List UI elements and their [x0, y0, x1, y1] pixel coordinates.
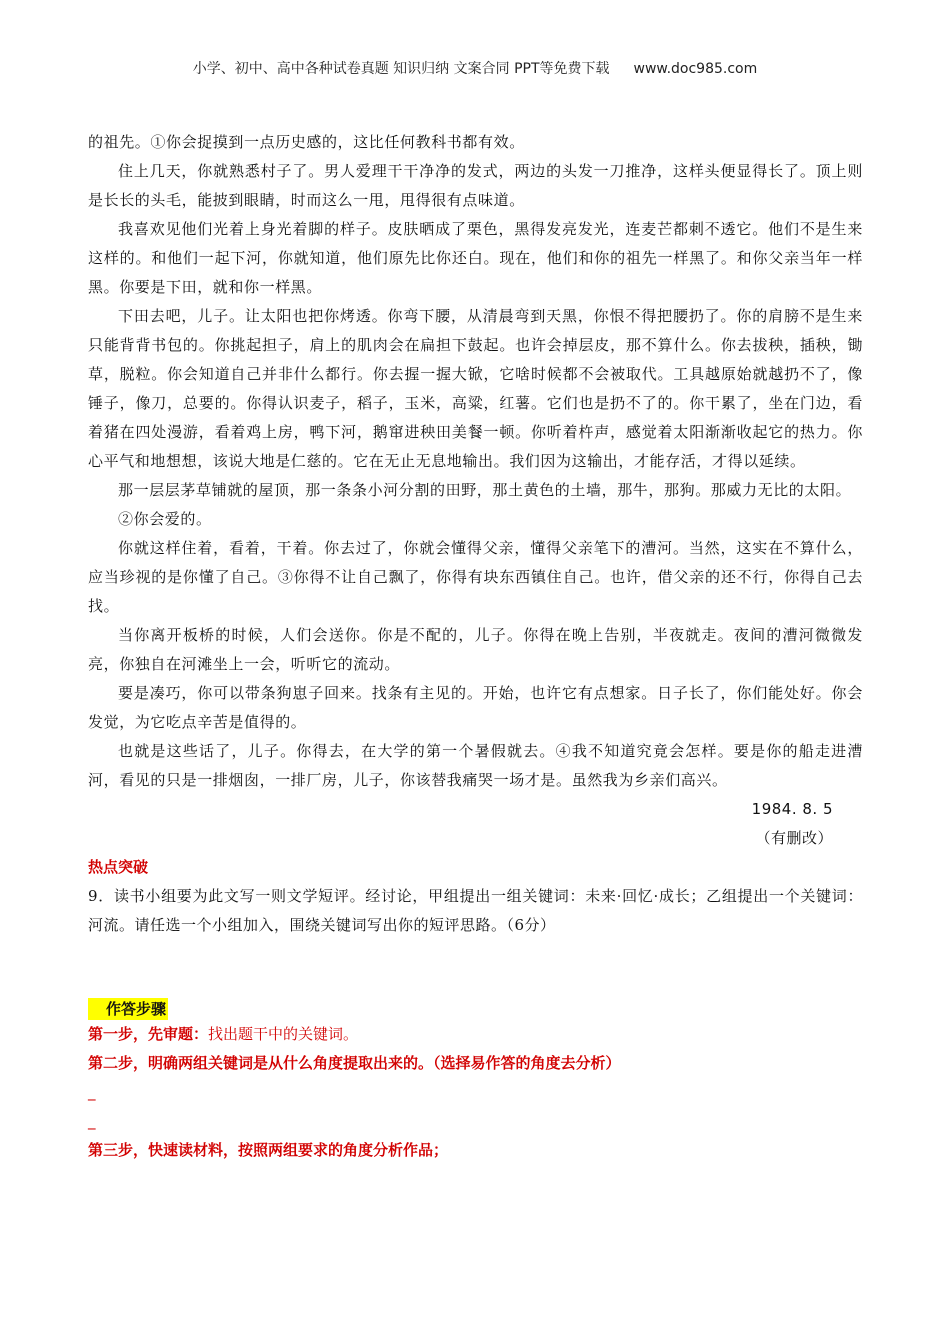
article-date: 1984. 8. 5 — [751, 800, 833, 818]
document-body — [88, 128, 863, 1165]
article-paragraph: 也就是这些话了，儿子。你得去，在大学的第一个暑假就去。④我不知道究竟会怎样。要是你的船走进漕河，看见的只是一排烟囱，一排厂房，儿子，你该替我痛哭一场才是。虽然我为乡亲们高兴。 — [88, 742, 863, 789]
step-3-text: 第三步，快速读材料，按照两组要求的角度分析作品； — [88, 1141, 449, 1159]
step-3 — [88, 1136, 863, 1165]
article-paragraph: ②你会爱的。 — [118, 510, 212, 528]
page-header — [0, 58, 950, 78]
header-text: 小学、初中、高中各种试卷真题 知识归纳 文案合同 PPT等免费下载 — [192, 61, 610, 77]
header-url[interactable]: www.doc985.com — [633, 61, 758, 77]
step-2-text: 第二步，明确两组关键词是从什么角度提取出来的。（选择易作答的角度去分析） — [88, 1054, 621, 1072]
step-1 — [88, 1020, 863, 1049]
hotspot-title: 热点突破 — [88, 858, 149, 876]
article-paragraph: 要是凑巧，你可以带条狗崽子回来。找条有主见的。开始，也许它有点想家。日子长了，你们能处好。你会发觉，为它吃点辛苦是值得的。 — [88, 684, 863, 731]
question-9: 9．读书小组要为此文写一则文学短评。经讨论，甲组提出一组关键词：未来·回忆·成长；乙组提出一个关键词：河流。请任选一个小组加入，围绕关键词写出你的短评思路。（6分） — [88, 887, 863, 934]
answer-blank: _ — [88, 1112, 96, 1130]
article-paragraph: 那一层层茅草铺就的屋顶，那一条条小河分割的田野，那土黄色的土墙，那牛，那狗。那威力无比的太阳。 — [118, 481, 852, 499]
article-paragraph: 我喜欢见他们光着上身光着脚的样子。皮肤晒成了栗色，黑得发亮发光，连麦芒都刺不透它。他们不是生来这样的。和他们一起下河，你就知道，他们原先比你还白。现在，他们和你的祖先一样黑了。和你父亲当年一样黑。你要是下田，就和你一样黑。 — [88, 220, 863, 296]
step-1-label: 第一步，先审题： — [88, 1025, 209, 1043]
article-note: （有删改） — [755, 829, 833, 847]
article-paragraph: 住上几天，你就熟悉村子了。男人爱理干干净净的发式，两边的头发一刀推净，这样头便显得长了。顶上则是长长的头毛，能披到眼睛，时而这么一甩，甩得很有点味道。 — [88, 162, 863, 209]
article-paragraph: 你就这样住着，看着，干着。你去过了，你就会懂得父亲，懂得父亲笔下的漕河。当然，这实在不算什么，应当珍视的是你懂了自己。③你得不让自己飘了，你得有块东西镇住自己。也许，借父亲的还不行，你得自己去找。 — [88, 539, 863, 615]
steps-title: 作答步骤 — [88, 998, 168, 1020]
answer-blank: _ — [88, 1083, 96, 1101]
article-paragraph: 的祖先。①你会捉摸到一点历史感的，这比任何教科书都有效。 — [88, 133, 525, 151]
article-paragraph: 当你离开板桥的时候，人们会送你。你是不配的，儿子。你得在晚上告别，半夜就走。夜间的漕河微微发亮，你独自在河滩坐上一会，听听它的流动。 — [88, 626, 863, 673]
step-1-text: 找出题干中的关键词。 — [208, 1025, 359, 1043]
step-2 — [88, 1049, 863, 1078]
article-paragraph: 下田去吧，儿子。让太阳也把你烤透。你弯下腰，从清晨弯到天黑，你恨不得把腰扔了。你的肩膀不是生来只能背背书包的。你挑起担子，肩上的肌肉会在扁担下鼓起。也许会掉层皮，那不算什么。你去拔秧，插秧，锄草，脱粒。你会知道自己并非什么都行。你去握一握大锨，它啥时候都不会被取代。工具越原始就越扔不了，像锤子，像刀，总要的。你得认识麦子，稻子，玉米，高粱，红薯。它们也是扔不了的。你干累了，坐在门边，看着猪在四处漫游，看着鸡上房，鸭下河，鹅窜进秧田美餐一顿。你听着杵声，感觉着太阳渐渐收起它的热力。你心平气和地想想，该说大地是仁慈的。它在无止无息地输出。我们因为这输出，才能存活，才得以延续。 — [88, 307, 863, 470]
